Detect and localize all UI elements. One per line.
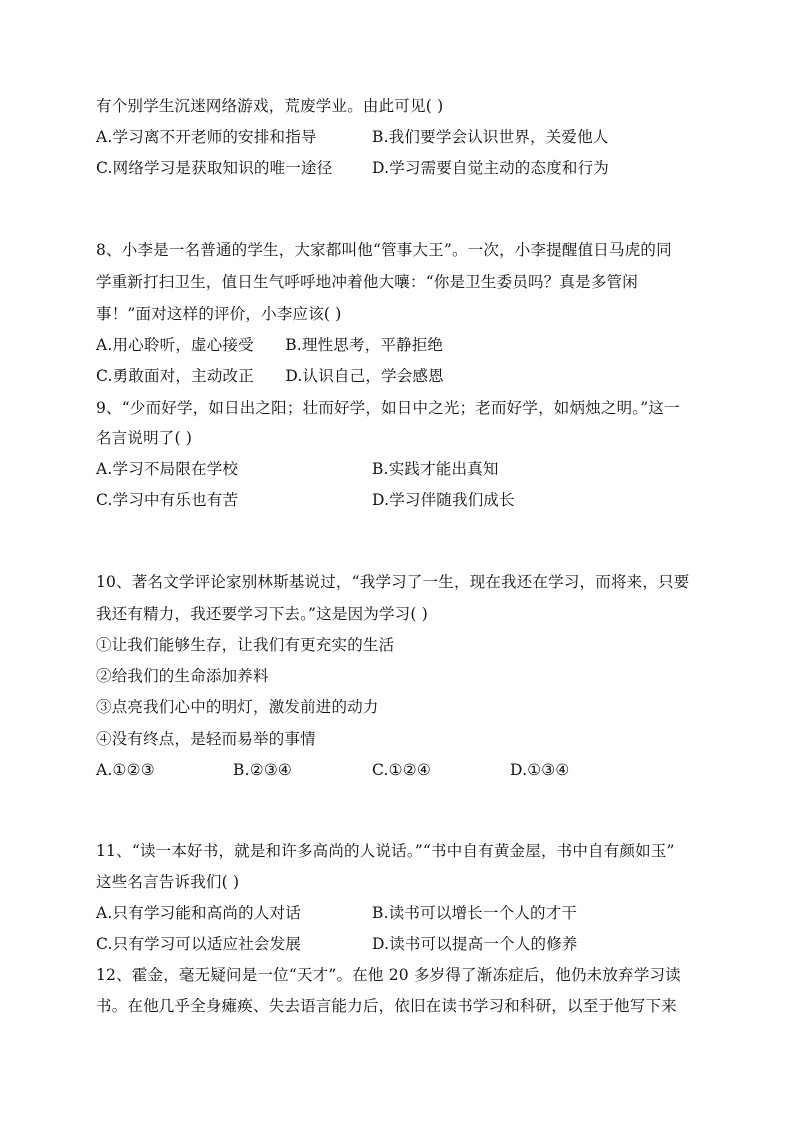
q10-statement-2: ②给我们的生命添加养料 bbox=[96, 667, 269, 685]
q8-options-ab: A.用心聆听，虚心接受 B.理性思考，平静拒绝 bbox=[96, 336, 444, 354]
q7-option-c: C.网络学习是获取知识的唯一途径 bbox=[96, 159, 333, 177]
q10-statement-4: ④没有终点，是轻而易举的事情 bbox=[96, 730, 316, 748]
q10-option-b: B.②③④ bbox=[233, 761, 293, 779]
q10-option-c: C.①②④ bbox=[372, 761, 431, 779]
q9-option-b: B.实践才能出真知 bbox=[372, 460, 499, 478]
q10-option-a: A.①②③ bbox=[96, 761, 155, 779]
q10-option-d: D.①③④ bbox=[510, 761, 570, 779]
q11-option-a: A.只有学习能和高尚的人对话 bbox=[96, 904, 301, 922]
q8-stem-line3: 事！”面对这样的评价，小李应该( ) bbox=[96, 305, 342, 323]
q10-statement-3: ③点亮我们心中的明灯，激发前进的动力 bbox=[96, 698, 379, 716]
q7-option-d: D.学习需要自觉主动的态度和行为 bbox=[372, 159, 610, 177]
q11-option-c: C.只有学习可以适应社会发展 bbox=[96, 935, 302, 953]
q7-option-a: A.学习离不开老师的安排和指导 bbox=[96, 128, 317, 146]
q9-option-c: C.学习中有乐也有苦 bbox=[96, 491, 239, 509]
q9-option-d: D.学习伴随我们成长 bbox=[372, 491, 515, 509]
q10-stem-line1: 10、著名文学评论家别林斯基说过，“我学习了一生，现在我还在学习，而将来，只要 bbox=[96, 573, 690, 591]
q7-option-b: B.我们要学会认识世界，关爱他人 bbox=[372, 128, 609, 146]
q12-stem-line1: 12、霍金，毫无疑问是一位“天才”。在他 20 多岁得了渐冻症后，他仍未放弃学习读 bbox=[96, 966, 681, 984]
q9-option-a: A.学习不局限在学校 bbox=[96, 460, 239, 478]
q12-stem-line2: 书。在他几乎全身瘫痪、失去语言能力后，依旧在读书学习和科研，以至于他写下来 bbox=[96, 997, 677, 1015]
q10-stem-line2: 我还有精力，我还要学习下去。”这是因为学习( ) bbox=[96, 605, 428, 623]
q9-stem-line2: 名言说明了( ) bbox=[96, 429, 193, 447]
q7-stem: 有个别学生沉迷网络游戏，荒废学业。由此可见( ) bbox=[96, 97, 444, 115]
q8-options-cd: C.勇敢面对，主动改正 D.认识自己，学会感恩 bbox=[96, 367, 444, 385]
q8-stem-line2: 学重新打扫卫生，值日生气呼呼地冲着他大嚷：“你是卫生委员吗？真是多管闲 bbox=[96, 273, 638, 291]
q11-option-d: D.读书可以提高一个人的修养 bbox=[372, 935, 578, 953]
q11-stem-line1: 11、“读一本好书，就是和许多高尚的人说话。”“书中自有黄金屋，书中自有颜如玉” bbox=[96, 842, 675, 860]
q9-stem-line1: 9、“少而好学，如日出之阳；壮而好学，如日中之光；老而好学，如炳烛之明。”这一 bbox=[96, 399, 680, 417]
q8-stem-line1: 8、小李是一名普通的学生，大家都叫他“管事大王”。一次，小李提醒值日马虎的同 bbox=[96, 241, 672, 259]
q11-stem-line2: 这些名言告诉我们( ) bbox=[96, 873, 240, 891]
q11-option-b: B.读书可以增长一个人的才干 bbox=[372, 904, 578, 922]
q10-statement-1: ①让我们能够生存，让我们有更充实的生活 bbox=[96, 636, 395, 654]
